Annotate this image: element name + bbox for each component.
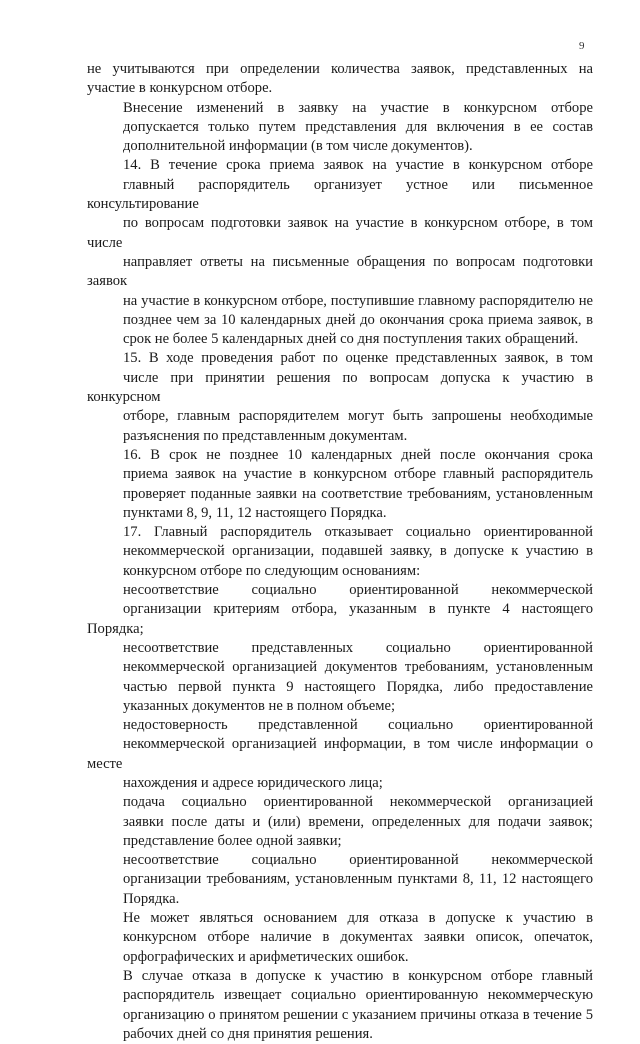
paragraph bbox=[87, 909, 593, 967]
text-line: Порядка. bbox=[123, 890, 180, 907]
page-number: 9 bbox=[579, 40, 585, 52]
text-line: на участие в конкурсном отборе, поступившие главному распорядителю не bbox=[123, 292, 593, 309]
text-line: по вопросам подготовки заявок на участие в конкурсном отборе, в том числе bbox=[87, 215, 593, 251]
text-line: 16. В срок не позднее 10 календарных дней после окончания срока bbox=[123, 446, 593, 463]
text-line: 15. В ходе проведения работ по оценке представленных заявок, в том bbox=[123, 350, 593, 367]
text-line: приема заявок на участие в конкурсном отборе главный распорядитель bbox=[123, 466, 593, 483]
text-line: числе при принятии решения по вопросам допуска к участию в конкурсном bbox=[87, 369, 593, 406]
text-line: конкурсном отборе наличие в документах заявки описок, опечаток, bbox=[123, 929, 593, 946]
paragraph bbox=[87, 793, 593, 851]
text-line: не учитываются при определении количества заявок, представленных на bbox=[87, 61, 593, 77]
text-line: распорядитель извещает социально ориентированную некоммерческую bbox=[123, 987, 593, 1004]
text-line: главный распорядитель организует устное или письменное консультирование bbox=[87, 176, 593, 213]
text-line: организацию о принятом решении с указанием причины отказа в течение 5 bbox=[123, 1006, 593, 1023]
paragraph bbox=[87, 349, 593, 445]
document-body bbox=[87, 60, 593, 1044]
text-line: В случае отказа в допуске к участию в конкурсном отборе главный bbox=[123, 967, 593, 984]
paragraph bbox=[87, 60, 593, 99]
paragraph bbox=[87, 967, 593, 1044]
text-line: недостоверность представленной социально ориентированной bbox=[123, 717, 593, 734]
text-line: рабочих дней со дня принятия решения. bbox=[123, 1025, 373, 1042]
paragraph bbox=[87, 523, 593, 581]
text-line: 14. В течение срока приема заявок на участие в конкурсном отборе bbox=[123, 157, 593, 174]
paragraph bbox=[87, 156, 593, 349]
text-line: 17. Главный распорядитель отказывает социально ориентированной bbox=[123, 524, 593, 541]
paragraph bbox=[87, 446, 593, 523]
text-line: Внесение изменений в заявку на участие в конкурсном отборе bbox=[123, 99, 593, 116]
text-line: представление более одной заявки; bbox=[123, 832, 342, 849]
text-line: некоммерческой организацией документов требованиям, установленным bbox=[123, 659, 593, 676]
paragraph bbox=[87, 639, 593, 716]
text-line: некоммерческой организации, подавшей заявку, в допуске к участию в bbox=[123, 543, 593, 560]
text-line: конкурсном отборе по следующим основаниям: bbox=[123, 562, 421, 579]
paragraph bbox=[87, 99, 593, 157]
paragraph bbox=[87, 581, 593, 639]
text-line: разъяснения по представленным документам. bbox=[123, 427, 408, 444]
text-line: заявки после даты и (или) времени, определенных для подачи заявок; bbox=[123, 813, 593, 830]
text-line: проверяет поданные заявки на соответствие требованиям, установленным bbox=[123, 485, 593, 502]
text-line: направляет ответы на письменные обращения по вопросам подготовки заявок bbox=[87, 253, 593, 290]
text-line: срок не более 5 календарных дней со дня поступления таких обращений. bbox=[123, 331, 579, 348]
text-line: нахождения и адресе юридического лица; bbox=[123, 774, 383, 791]
text-line: подача социально ориентированной некоммерческой организацией bbox=[123, 794, 593, 811]
text-line: допускается только путем представления для включения в ее состав bbox=[123, 118, 593, 135]
paragraph bbox=[87, 716, 593, 793]
text-line: несоответствие социально ориентированной некоммерческой bbox=[123, 582, 593, 599]
text-line: участие в конкурсном отборе. bbox=[87, 80, 273, 97]
text-line: пунктами 8, 9, 11, 12 настоящего Порядка. bbox=[123, 504, 387, 521]
paragraph bbox=[87, 851, 593, 909]
text-line: указанных документов не в полном объеме; bbox=[123, 697, 396, 714]
text-line: организации требованиям, установленным пунктами 8, 11, 12 настоящего bbox=[123, 871, 593, 888]
text-line: позднее чем за 10 календарных дней до окончания срока приема заявок, в bbox=[123, 311, 593, 328]
text-line: некоммерческой организацией информации, в том числе информации о месте bbox=[87, 736, 593, 772]
text-line: несоответствие представленных социально ориентированной bbox=[123, 639, 593, 656]
text-line: несоответствие социально ориентированной некоммерческой bbox=[123, 852, 593, 869]
text-line: частью первой пункта 9 настоящего Порядка, либо предоставление bbox=[123, 678, 593, 695]
text-line: орфографических и арифметических ошибок. bbox=[123, 948, 409, 965]
text-line: отборе, главным распорядителем могут быть запрошены необходимые bbox=[123, 408, 593, 425]
text-line: организации критериям отбора, указанным в пункте 4 настоящего Порядка; bbox=[87, 601, 593, 637]
text-line: Не может являться основанием для отказа в допуске к участию в bbox=[123, 910, 593, 927]
text-line: дополнительной информации (в том числе документов). bbox=[123, 138, 473, 155]
